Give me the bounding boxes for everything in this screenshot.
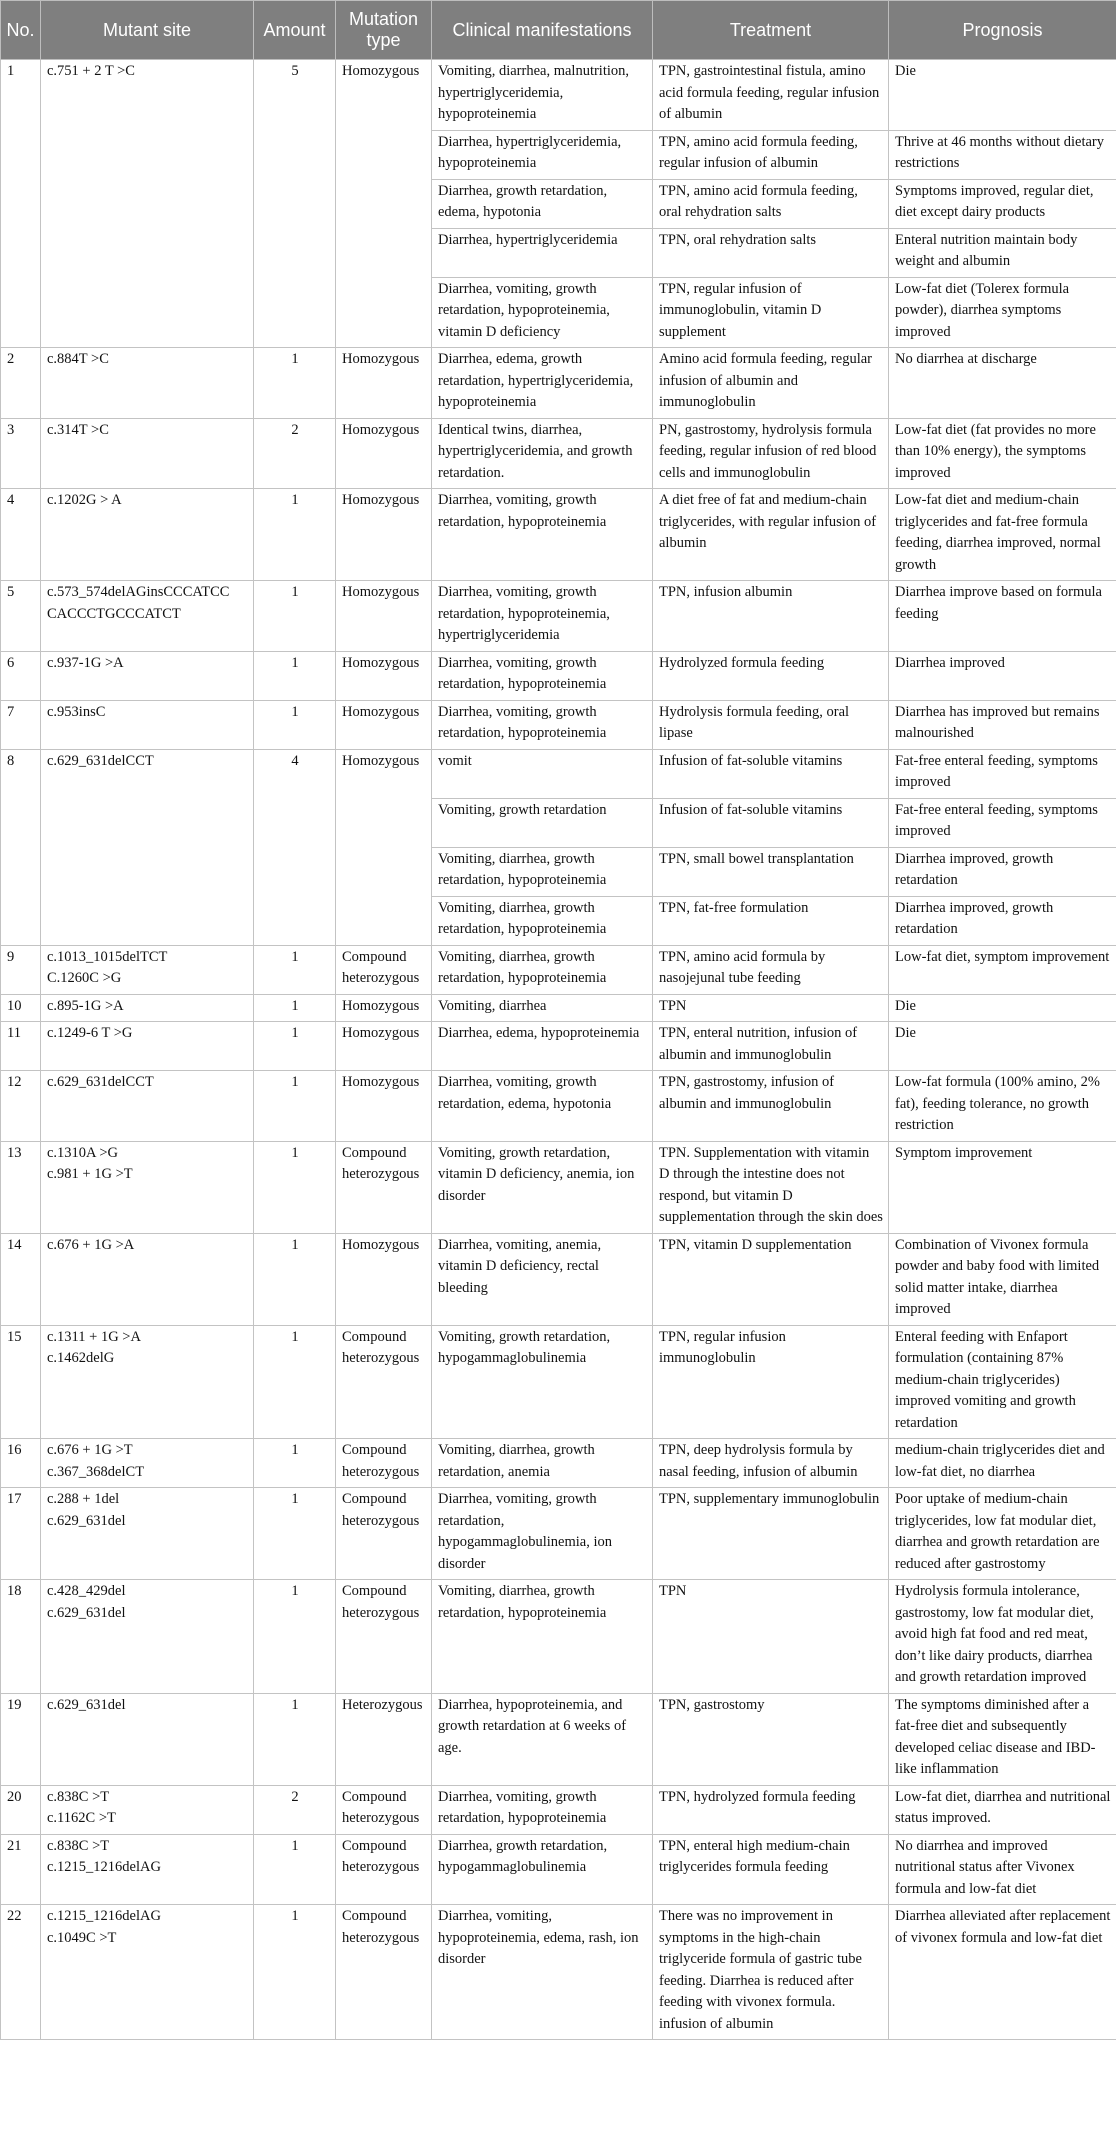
cell-amount: 1 [254, 1693, 336, 1785]
cell-no: 12 [1, 1071, 41, 1142]
cell-amount: 2 [254, 1785, 336, 1834]
header-row [1, 1, 1116, 60]
cell-mutation-type: Compound heterozygous [336, 1325, 432, 1439]
mutant-site-line: c.895-1G >A [47, 997, 124, 1014]
cell-mutation-type: Homozygous [336, 749, 432, 945]
cell-treatment: TPN, enteral high medium-chain triglycerides formula feeding [653, 1834, 889, 1905]
mutant-site-line: c.937-1G >A [47, 654, 124, 671]
cell-no: 15 [1, 1325, 41, 1439]
cell-treatment: Hydrolysis formula feeding, oral lipase [653, 700, 889, 749]
cell-no: 10 [1, 994, 41, 1022]
cell-mutant-site [41, 418, 254, 489]
cell-no: 5 [1, 581, 41, 652]
cell-clinical-manifestations: Diarrhea, vomiting, growth retardation, hypogammaglobulinemia, ion disorder [432, 1488, 653, 1580]
cell-amount: 1 [254, 1233, 336, 1325]
mutant-site-line: c.1249-6 T >G [47, 1025, 133, 1041]
cell-mutation-type: Homozygous [336, 418, 432, 489]
cell-no: 4 [1, 489, 41, 581]
cell-prognosis: Diarrhea improved, growth retardation [889, 896, 1116, 945]
cell-treatment: TPN. Supplementation with vitamin D through the intestine does not respond, but vitamin D supplementation through the skin does [653, 1141, 889, 1233]
cell-prognosis: No diarrhea and improved nutritional status after Vivonex formula and low-fat diet [889, 1834, 1116, 1905]
cell-prognosis: Diarrhea has improved but remains malnourished [889, 700, 1116, 749]
mutant-site-line: c.288 + 1del [47, 1491, 120, 1507]
cell-no: 17 [1, 1488, 41, 1580]
cell-amount: 1 [254, 1488, 336, 1580]
cell-amount: 1 [254, 1834, 336, 1905]
cell-mutation-type: Homozygous [336, 700, 432, 749]
cell-treatment: Amino acid formula feeding, regular infusion of albumin and immunoglobulin [653, 348, 889, 419]
cell-amount: 5 [254, 60, 336, 348]
cell-amount: 1 [254, 994, 336, 1022]
cell-clinical-manifestations: Diarrhea, hypertriglyceridemia [432, 228, 653, 277]
cell-mutant-site [41, 1439, 254, 1488]
cell-amount: 1 [254, 1580, 336, 1694]
cell-clinical-manifestations: Diarrhea, growth retardation, hypogammaglobulinemia [432, 1834, 653, 1905]
cell-mutation-type: Compound heterozygous [336, 1580, 432, 1694]
mutant-site-line: c.981 + 1G >T [47, 1166, 133, 1182]
table-row [1, 700, 1116, 749]
cell-clinical-manifestations: Diarrhea, vomiting, anemia, vitamin D deficiency, rectal bleeding [432, 1233, 653, 1325]
cell-mutation-type: Compound heterozygous [336, 945, 432, 994]
cell-mutation-type: Compound heterozygous [336, 1439, 432, 1488]
cell-treatment: A diet free of fat and medium-chain triglycerides, with regular infusion of albumin [653, 489, 889, 581]
cell-mutant-site [41, 1022, 254, 1071]
cell-treatment: TPN, vitamin D supplementation [653, 1233, 889, 1325]
cell-mutant-site [41, 1905, 254, 2040]
cell-mutant-site [41, 1071, 254, 1142]
cell-no: 13 [1, 1141, 41, 1233]
cell-clinical-manifestations: Vomiting, growth retardation, vitamin D deficiency, anemia, ion disorder [432, 1141, 653, 1233]
table-row [1, 651, 1116, 700]
mutant-site-line: c.1202G > A [47, 492, 122, 508]
cell-amount: 2 [254, 418, 336, 489]
cell-no: 8 [1, 749, 41, 945]
cell-treatment: TPN, deep hydrolysis formula by nasal feeding, infusion of albumin [653, 1439, 889, 1488]
cell-no: 14 [1, 1233, 41, 1325]
cell-mutation-type: Homozygous [336, 1233, 432, 1325]
cell-prognosis: Low-fat diet, symptom improvement [889, 945, 1116, 994]
mutant-site-line: c.428_429del [47, 1583, 126, 1599]
cell-mutation-type: Compound heterozygous [336, 1834, 432, 1905]
cell-treatment: TPN, gastrointestinal fistula, amino acid formula feeding, regular infusion of albumin [653, 60, 889, 131]
cell-treatment: TPN [653, 1580, 889, 1694]
cell-treatment: TPN, gastrostomy [653, 1693, 889, 1785]
table-row [1, 1233, 1116, 1325]
header-clinical-manifestations: Clinical manifestations [432, 1, 653, 60]
cell-prognosis: No diarrhea at discharge [889, 348, 1116, 419]
mutant-site-line: c.573_574delAGinsCCCATCC [47, 584, 230, 600]
cell-prognosis: Die [889, 994, 1116, 1022]
cell-mutation-type: Homozygous [336, 994, 432, 1022]
cell-treatment: TPN, enteral nutrition, infusion of albumin and immunoglobulin [653, 1022, 889, 1071]
mutant-site-line: CACCCTGCCCATCT [47, 605, 181, 622]
mutant-site-line: C.1260C >G [47, 970, 122, 986]
table-row [1, 348, 1116, 419]
cell-prognosis: Fat-free enteral feeding, symptoms improved [889, 749, 1116, 798]
table-row [1, 1439, 1116, 1488]
cell-amount: 1 [254, 348, 336, 419]
cell-clinical-manifestations: Vomiting, diarrhea, growth retardation, hypoproteinemia [432, 847, 653, 896]
cell-amount: 1 [254, 1325, 336, 1439]
table-row [1, 994, 1116, 1022]
cell-no: 7 [1, 700, 41, 749]
cell-prognosis: Fat-free enteral feeding, symptoms improved [889, 798, 1116, 847]
cell-treatment: TPN, small bowel transplantation [653, 847, 889, 896]
header-amount: Amount [254, 1, 336, 60]
mutant-site-line: c.1215_1216delAG [47, 1908, 161, 1924]
cell-amount: 1 [254, 651, 336, 700]
mutant-site-line: c.314T >C [47, 421, 109, 438]
cell-no: 11 [1, 1022, 41, 1071]
cell-treatment: TPN, oral rehydration salts [653, 228, 889, 277]
cell-mutation-type: Compound heterozygous [336, 1488, 432, 1580]
cell-prognosis: Low-fat diet, diarrhea and nutritional status improved. [889, 1785, 1116, 1834]
cell-treatment: TPN, regular infusion immunoglobulin [653, 1325, 889, 1439]
cell-no: 19 [1, 1693, 41, 1785]
cell-treatment: Infusion of fat-soluble vitamins [653, 798, 889, 847]
cell-mutant-site [41, 1580, 254, 1694]
cell-treatment: TPN, amino acid formula by nasojejunal tube feeding [653, 945, 889, 994]
header-treatment: Treatment [653, 1, 889, 60]
cell-mutant-site [41, 1141, 254, 1233]
cell-clinical-manifestations: Diarrhea, vomiting, growth retardation, hypoproteinemia [432, 489, 653, 581]
cell-treatment: Infusion of fat-soluble vitamins [653, 749, 889, 798]
cell-prognosis: Diarrhea improved, growth retardation [889, 847, 1116, 896]
cell-mutation-type: Homozygous [336, 489, 432, 581]
cell-prognosis: Combination of Vivonex formula powder and baby food with limited solid matter intake, diarrhea improved [889, 1233, 1116, 1325]
header-mutation-type: Mutation type [336, 1, 432, 60]
cell-prognosis: medium-chain triglycerides diet and low-fat diet, no diarrhea [889, 1439, 1116, 1488]
cell-prognosis: Hydrolysis formula intolerance, gastrostomy, low fat modular diet, avoid high fat food and red meat, don’t like dairy products, diarrhea and growth retardation improved [889, 1580, 1116, 1694]
cell-amount: 1 [254, 489, 336, 581]
cell-treatment: TPN, regular infusion of immunoglobulin, vitamin D supplement [653, 277, 889, 348]
table-row [1, 489, 1116, 581]
cell-mutant-site [41, 1233, 254, 1325]
cell-prognosis: The symptoms diminished after a fat-free diet and subsequently developed celiac disease and IBD-like inflammation [889, 1693, 1116, 1785]
cell-no: 9 [1, 945, 41, 994]
cell-prognosis: Enteral nutrition maintain body weight and albumin [889, 228, 1116, 277]
cell-prognosis: Diarrhea improve based on formula feeding [889, 581, 1116, 652]
cell-clinical-manifestations: Diarrhea, vomiting, growth retardation, hypoproteinemia [432, 651, 653, 700]
cell-clinical-manifestations: Diarrhea, hypoproteinemia, and growth retardation at 6 weeks of age. [432, 1693, 653, 1785]
cell-clinical-manifestations: Vomiting, diarrhea [432, 994, 653, 1022]
cell-clinical-manifestations: Diarrhea, vomiting, growth retardation, edema, hypotonia [432, 1071, 653, 1142]
table-row [1, 1141, 1116, 1233]
cell-mutation-type: Compound heterozygous [336, 1785, 432, 1834]
cell-mutant-site [41, 1834, 254, 1905]
mutant-site-line: c.676 + 1G >A [47, 1236, 135, 1253]
mutant-site-line: c.838C >T [47, 1837, 110, 1854]
table-row [1, 1022, 1116, 1071]
table-row [1, 945, 1116, 994]
cell-treatment: PN, gastrostomy, hydrolysis formula feeding, regular infusion of red blood cells and immunoglobulin [653, 418, 889, 489]
cell-no: 21 [1, 1834, 41, 1905]
mutant-site-line: c.1311 + 1G >A [47, 1328, 141, 1345]
cell-mutation-type: Homozygous [336, 1022, 432, 1071]
mutant-site-line: c.1462delG [47, 1350, 115, 1366]
table-row [1, 1580, 1116, 1694]
cell-clinical-manifestations: Diarrhea, hypertriglyceridemia, hypoproteinemia [432, 130, 653, 179]
cell-treatment: There was no improvement in symptoms in the high-chain triglyceride formula of gastric tube feeding. Diarrhea is reduced after feeding with vivonex formula. infusion of albumin [653, 1905, 889, 2040]
header-prognosis: Prognosis [889, 1, 1116, 60]
table-body [1, 60, 1116, 2040]
cell-mutant-site [41, 945, 254, 994]
cell-prognosis: Diarrhea alleviated after replacement of vivonex formula and low-fat diet [889, 1905, 1116, 2040]
cell-mutant-site [41, 1325, 254, 1439]
cell-clinical-manifestations: Diarrhea, vomiting, growth retardation, hypoproteinemia, vitamin D deficiency [432, 277, 653, 348]
cell-prognosis: Die [889, 1022, 1116, 1071]
cell-mutation-type: Homozygous [336, 651, 432, 700]
cell-mutation-type: Heterozygous [336, 1693, 432, 1785]
cell-prognosis: Low-fat diet (Tolerex formula powder), diarrhea symptoms improved [889, 277, 1116, 348]
cell-treatment: TPN, infusion albumin [653, 581, 889, 652]
cell-prognosis: Symptoms improved, regular diet, diet except dairy products [889, 179, 1116, 228]
cell-clinical-manifestations: Diarrhea, vomiting, growth retardation, hypoproteinemia [432, 700, 653, 749]
cell-amount: 1 [254, 700, 336, 749]
cell-mutant-site [41, 1488, 254, 1580]
cell-clinical-manifestations: Vomiting, diarrhea, growth retardation, hypoproteinemia [432, 945, 653, 994]
cell-treatment: TPN, supplementary immunoglobulin [653, 1488, 889, 1580]
cell-prognosis: Low-fat formula (100% amino, 2% fat), feeding tolerance, no growth restriction [889, 1071, 1116, 1142]
cell-treatment: TPN, amino acid formula feeding, oral rehydration salts [653, 179, 889, 228]
cell-clinical-manifestations: Diarrhea, edema, growth retardation, hypertriglyceridemia, hypoproteinemia [432, 348, 653, 419]
table-row [1, 1071, 1116, 1142]
header-no: No. [1, 1, 41, 60]
header-mutant-site: Mutant site [41, 1, 254, 60]
cell-no: 16 [1, 1439, 41, 1488]
cell-clinical-manifestations: Diarrhea, vomiting, growth retardation, hypoproteinemia [432, 1785, 653, 1834]
cell-no: 1 [1, 60, 41, 348]
cell-mutant-site [41, 994, 254, 1022]
cell-prognosis: Diarrhea improved [889, 651, 1116, 700]
cell-mutation-type: Compound heterozygous [336, 1141, 432, 1233]
cell-clinical-manifestations: Diarrhea, vomiting, hypoproteinemia, edema, rash, ion disorder [432, 1905, 653, 2040]
cell-mutant-site [41, 1693, 254, 1785]
mutant-site-line: c.1215_1216delAG [47, 1859, 161, 1875]
cell-no: 22 [1, 1905, 41, 2040]
cell-clinical-manifestations: Vomiting, diarrhea, malnutrition, hypertriglyceridemia, hypoproteinemia [432, 60, 653, 131]
mutant-site-line: c.1310A >G [47, 1144, 119, 1161]
cell-mutant-site [41, 1785, 254, 1834]
cell-prognosis: Low-fat diet (fat provides no more than 10% energy), the symptoms improved [889, 418, 1116, 489]
mutant-site-line: c.367_368delCT [47, 1463, 145, 1480]
cell-prognosis: Enteral feeding with Enfaport formulation (containing 87% medium-chain triglycerides) improved vomiting and growth retardation [889, 1325, 1116, 1439]
cell-prognosis: Poor uptake of medium-chain triglycerides, low fat modular diet, diarrhea and growth retardation are reduced after gastrostomy [889, 1488, 1116, 1580]
cell-treatment: TPN, gastrostomy, infusion of albumin and immunoglobulin [653, 1071, 889, 1142]
cell-clinical-manifestations: Vomiting, growth retardation [432, 798, 653, 847]
cell-no: 2 [1, 348, 41, 419]
mutant-site-line: c.751 + 2 T >C [47, 63, 135, 79]
mutant-site-line: c.629_631del [47, 1696, 126, 1713]
cell-amount: 4 [254, 749, 336, 945]
table-row [1, 581, 1116, 652]
cell-clinical-manifestations: vomit [432, 749, 653, 798]
cell-amount: 1 [254, 1022, 336, 1071]
cell-mutant-site [41, 60, 254, 348]
cell-no: 6 [1, 651, 41, 700]
cell-amount: 1 [254, 1071, 336, 1142]
cell-no: 18 [1, 1580, 41, 1694]
mutant-site-line: c.629_631delCCT [47, 752, 154, 769]
cell-mutation-type: Homozygous [336, 581, 432, 652]
mutant-site-line: c.1162C >T [47, 1810, 116, 1826]
table-row [1, 1325, 1116, 1439]
mutant-site-line: c.1013_1015delTCT [47, 948, 168, 965]
cell-no: 3 [1, 418, 41, 489]
table-row [1, 1834, 1116, 1905]
cell-mutation-type: Homozygous [336, 348, 432, 419]
table-row [1, 749, 1116, 798]
cell-mutant-site [41, 581, 254, 652]
cell-treatment: TPN [653, 994, 889, 1022]
mutant-site-line: c.884T >C [47, 351, 109, 367]
cell-mutant-site [41, 700, 254, 749]
mutant-site-line: c.629_631del [47, 1604, 126, 1621]
cell-mutation-type: Compound heterozygous [336, 1905, 432, 2040]
cell-amount: 1 [254, 1439, 336, 1488]
cell-clinical-manifestations: Identical twins, diarrhea, hypertriglyceridemia, and growth retardation. [432, 418, 653, 489]
table-row [1, 1785, 1116, 1834]
cell-mutant-site [41, 651, 254, 700]
table-row [1, 1905, 1116, 2040]
cell-mutation-type: Homozygous [336, 60, 432, 348]
cell-treatment: Hydrolyzed formula feeding [653, 651, 889, 700]
cell-clinical-manifestations: Diarrhea, vomiting, growth retardation, hypoproteinemia, hypertriglyceridemia [432, 581, 653, 652]
cell-no: 20 [1, 1785, 41, 1834]
cell-prognosis: Symptom improvement [889, 1141, 1116, 1233]
cell-treatment: TPN, hydrolyzed formula feeding [653, 1785, 889, 1834]
mutant-site-line: c.953insC [47, 703, 106, 720]
mutant-site-line: c.629_631del [47, 1512, 126, 1529]
mutant-site-line: c.629_631delCCT [47, 1074, 154, 1090]
cell-amount: 1 [254, 1905, 336, 2040]
table-row [1, 1693, 1116, 1785]
cell-mutant-site [41, 348, 254, 419]
cell-clinical-manifestations: Vomiting, diarrhea, growth retardation, anemia [432, 1439, 653, 1488]
cell-prognosis: Low-fat diet and medium-chain triglycerides and fat-free formula feeding, diarrhea improved, normal growth [889, 489, 1116, 581]
cell-prognosis: Thrive at 46 months without dietary restrictions [889, 130, 1116, 179]
mutant-site-line: c.838C >T [47, 1788, 110, 1805]
cell-treatment: TPN, amino acid formula feeding, regular infusion of albumin [653, 130, 889, 179]
cell-mutant-site [41, 489, 254, 581]
cell-clinical-manifestations: Vomiting, diarrhea, growth retardation, hypoproteinemia [432, 896, 653, 945]
cell-mutation-type: Homozygous [336, 1071, 432, 1142]
cell-amount: 1 [254, 945, 336, 994]
table-row [1, 1488, 1116, 1580]
cell-clinical-manifestations: Vomiting, growth retardation, hypogammaglobulinemia [432, 1325, 653, 1439]
cell-clinical-manifestations: Vomiting, diarrhea, growth retardation, hypoproteinemia [432, 1580, 653, 1694]
cell-mutant-site [41, 749, 254, 945]
cell-treatment: TPN, fat-free formulation [653, 896, 889, 945]
cell-prognosis: Die [889, 60, 1116, 131]
cell-amount: 1 [254, 581, 336, 652]
cell-clinical-manifestations: Diarrhea, growth retardation, edema, hypotonia [432, 179, 653, 228]
cell-amount: 1 [254, 1141, 336, 1233]
mutant-site-line: c.1049C >T [47, 1929, 117, 1946]
cell-clinical-manifestations: Diarrhea, edema, hypoproteinemia [432, 1022, 653, 1071]
table-row [1, 418, 1116, 489]
mutant-site-line: c.676 + 1G >T [47, 1442, 133, 1458]
table-row [1, 60, 1116, 131]
